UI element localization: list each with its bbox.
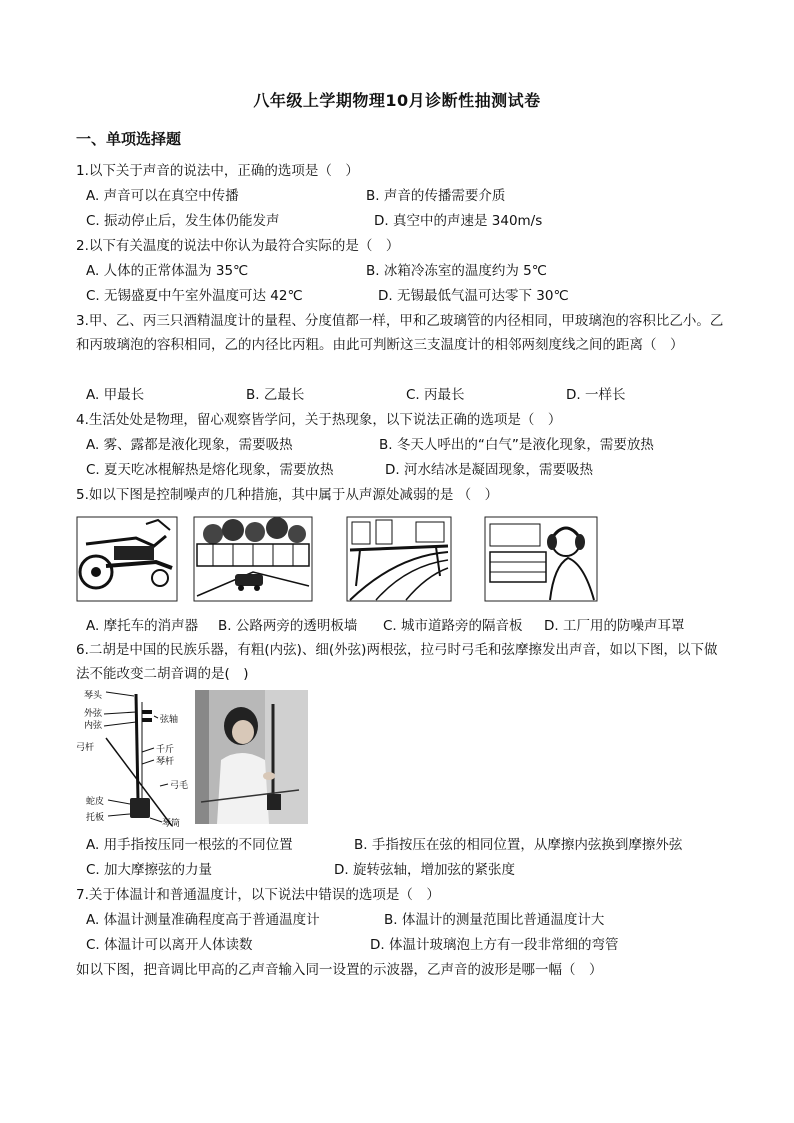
q3-option-a[interactable]: A. 甲最长 bbox=[86, 387, 145, 403]
label-xianzhou: 弦轴 bbox=[160, 715, 179, 725]
question-1-stem: 1.以下关于声音的说法中，正确的选项是（ ） bbox=[76, 163, 359, 179]
q3-option-c[interactable]: C. 丙最长 bbox=[406, 387, 465, 403]
q3-option-d[interactable]: D. 一样长 bbox=[566, 387, 626, 403]
q6-option-a[interactable]: A. 用手指按压同一根弦的不同位置 bbox=[86, 837, 293, 853]
label-qintong: 琴筒 bbox=[162, 819, 181, 828]
label-neixian: 内弦 bbox=[84, 721, 103, 731]
q1-option-d[interactable]: D. 真空中的声速是 340m/s bbox=[374, 213, 543, 229]
q7-option-b[interactable]: B. 体温计的测量范围比普通温度计大 bbox=[384, 912, 605, 928]
q7-option-c[interactable]: C. 体温计可以离开人体读数 bbox=[86, 937, 253, 953]
q3-option-b[interactable]: B. 乙最长 bbox=[246, 387, 305, 403]
highway-transparent-wall-image bbox=[193, 516, 313, 602]
label-gongmao: 弓毛 bbox=[170, 781, 189, 791]
question-6-stem: 6.二胡是中国的民族乐器，有粗(内弦)、细(外弦)两根弦，拉弓时弓毛和弦摩擦发出声音，如以下图，以下做法不能改变二胡音调的是( ) bbox=[76, 642, 718, 682]
q1-option-a[interactable]: A. 声音可以在真空中传播 bbox=[86, 188, 239, 204]
q4-option-d[interactable]: D. 河水结冰是凝固现象，需要吸热 bbox=[385, 462, 593, 478]
q6-option-b[interactable]: B. 手指按压在弦的相同位置，从摩擦内弦换到摩擦外弦 bbox=[354, 837, 683, 853]
label-tuoban: 托板 bbox=[86, 813, 105, 823]
question-3-stem: 3.甲、乙、丙三只酒精温度计的量程、分度值都一样，甲和乙玻璃管的内径相同，甲玻璃泡的容积比乙小。乙和丙玻璃泡的容积相同，乙的内径比丙粗。由此可判断这三支温度计的相邻两刻度线之间的距离（ ） bbox=[76, 313, 724, 353]
q2-option-d[interactable]: D. 无锡最低气温可达零下 30℃ bbox=[378, 288, 569, 304]
q1-option-b[interactable]: B. 声音的传播需要介质 bbox=[366, 188, 506, 204]
label-qintou: 琴头 bbox=[84, 691, 103, 701]
q2-option-c[interactable]: C. 无锡盛夏中午室外温度可达 42℃ bbox=[86, 288, 303, 304]
q7-option-a[interactable]: A. 体温计测量准确程度高于普通温度计 bbox=[86, 912, 320, 928]
city-road-sound-barrier-image bbox=[346, 516, 452, 602]
label-shepi: 蛇皮 bbox=[86, 797, 105, 807]
question-4-stem: 4.生活处处是物理，留心观察皆学问，关于热现象，以下说法正确的选项是（ ） bbox=[76, 412, 562, 428]
question-7-stem: 7.关于体温计和普通温度计，以下说法中错误的选项是（ ） bbox=[76, 887, 440, 903]
q2-option-a[interactable]: A. 人体的正常体温为 35℃ bbox=[86, 263, 249, 279]
q5-option-a[interactable]: A. 摩托车的消声器 bbox=[86, 618, 199, 634]
erhu-player-photo bbox=[195, 690, 308, 824]
label-gonggan: 弓杆 bbox=[76, 743, 95, 753]
q6-option-d[interactable]: D. 旋转弦轴，增加弦的紧张度 bbox=[334, 862, 515, 878]
q4-option-c[interactable]: C. 夏天吃冰棍解热是熔化现象，需要放热 bbox=[86, 462, 334, 478]
q5-option-b[interactable]: B. 公路两旁的透明板墙 bbox=[218, 618, 358, 634]
q6-option-c[interactable]: C. 加大摩擦弦的力量 bbox=[86, 862, 213, 878]
question-2-stem: 2.以下有关温度的说法中你认为最符合实际的是（ ） bbox=[76, 238, 400, 254]
section-heading: 一、单项选择题 bbox=[76, 130, 182, 148]
label-waixian: 外弦 bbox=[84, 709, 103, 719]
q2-option-b[interactable]: B. 冰箱冷冻室的温度约为 5℃ bbox=[366, 263, 547, 279]
q1-option-c[interactable]: C. 振动停止后，发生体仍能发声 bbox=[86, 213, 280, 229]
q7-option-d[interactable]: D. 体温计玻璃泡上方有一段非常细的弯管 bbox=[370, 937, 619, 953]
factory-earmuffs-image bbox=[484, 516, 598, 602]
label-qingan: 琴杆 bbox=[156, 757, 175, 767]
q4-option-b[interactable]: B. 冬天人呼出的“白气”是液化现象，需要放热 bbox=[379, 437, 654, 453]
page-title: 八年级上学期物理10月诊断性抽测试卷 bbox=[253, 91, 541, 110]
q5-option-d[interactable]: D. 工厂用的防噪声耳罩 bbox=[544, 618, 685, 634]
motorcycle-muffler-image bbox=[76, 516, 178, 602]
q5-option-c[interactable]: C. 城市道路旁的隔音板 bbox=[383, 618, 523, 634]
label-qianjin: 千斤 bbox=[156, 745, 175, 755]
question-8-stem: 如以下图，把音调比甲高的乙声音输入同一设置的示波器，乙声音的波形是哪一幅（ ） bbox=[76, 962, 603, 978]
erhu-diagram bbox=[76, 688, 194, 828]
question-5-stem: 5.如以下图是控制噪声的几种措施，其中属于从声源处减弱的是 （ ） bbox=[76, 487, 499, 503]
q4-option-a[interactable]: A. 雾、露都是液化现象，需要吸热 bbox=[86, 437, 293, 453]
